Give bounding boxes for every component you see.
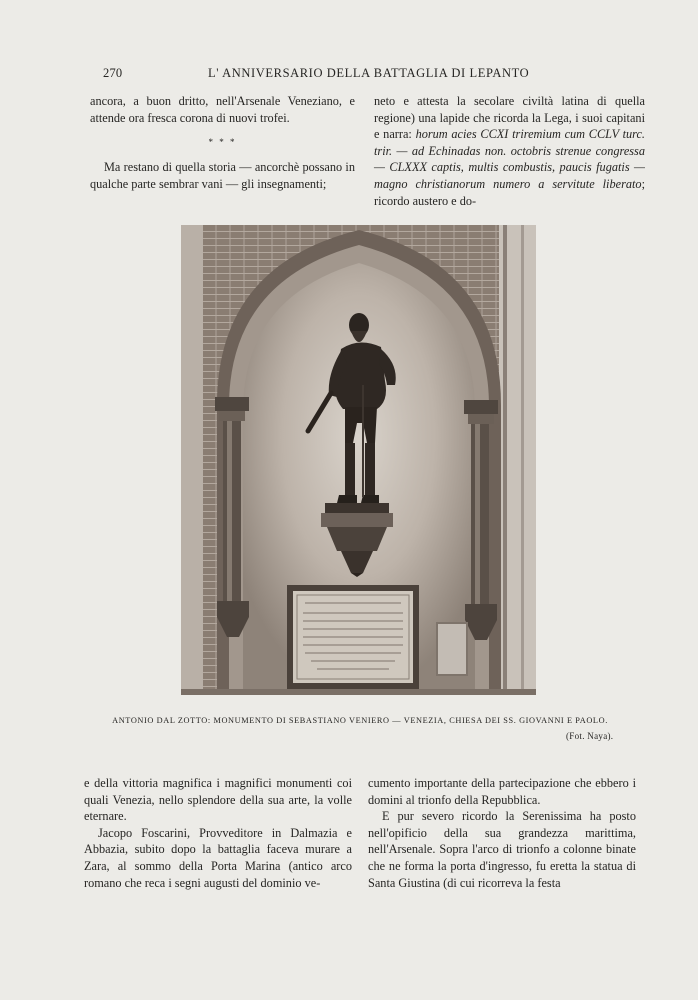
monument-illustration (181, 225, 536, 695)
right-capital (464, 400, 498, 414)
page-number: 270 (103, 66, 123, 80)
paragraph: Ma restano di quella storia — ancorchè possano in qualche parte sembrar vani — gli insegnamenti; (90, 160, 355, 191)
monument-photograph (181, 225, 536, 695)
column-top-right (374, 93, 645, 209)
text-run: ; ricordo austero e do- (374, 176, 645, 208)
latin-inscription: horum acies CCXI triremium cum CCLV turc. trir. — ad Echinadas non. octobris strenue congressa — CLXXX captis, multis combustis, paucis fugatis — magno christianorum numero a servitute liberato (374, 127, 645, 191)
paragraph (374, 93, 645, 209)
column-bottom-left (84, 775, 352, 891)
figure-caption: ANTONIO DAL ZOTTO: MONUMENTO DI SEBASTIANO VENIERO — VENEZIA, CHIESA DEI SS. GIOVANNI E PAOLO. (112, 716, 608, 725)
left-wall-strip (181, 225, 203, 695)
inscription-plaque (287, 585, 419, 689)
left-capital (215, 397, 249, 411)
column-top-left (90, 93, 355, 192)
paragraph: E pur severo ricordo la Serenissima ha posto nell'opificio della sua grandezza marittima, nell'Arsenale. Sopra l'arco di trionfo a colonne binate che ne forma la porta d'ingresso, fu eretta la statua di Santa Giustina (di cui ricorreva la festa (368, 809, 636, 890)
side-tablet (437, 623, 467, 675)
photo-credit: (Fot. Naya). (566, 731, 614, 741)
paragraph: ancora, a buon dritto, nell'Arsenale Veneziano, e attende ora fresca corona di nuovi trofei. (90, 94, 355, 125)
paragraph: cumento importante della partecipazione che ebbero i domini al trionfo della Repubblica. (368, 776, 636, 807)
paragraph: e della vittoria magnifica i magnifici monumenti coi quali Venezia, nello splendore della sua arte, la volle eternare. (84, 776, 352, 824)
paragraph: Jacopo Foscarini, Provveditore in Dalmazia e Abbazia, subito dopo la battaglia faceva murare a Zara, al sommo della Porta Marina (antico arco romano che reca i segni augusti del dominio ve- (84, 825, 352, 890)
text-run: neto e attesta la secolare civiltà latina di quella regione) una lapide che ricorda la Lega, i suoi capitani e narra: (374, 94, 645, 142)
running-title: L' ANNIVERSARIO DELLA BATTAGLIA DI LEPANTO (208, 66, 530, 80)
section-separator: * * * (208, 137, 237, 148)
column-bottom-right (368, 775, 636, 891)
